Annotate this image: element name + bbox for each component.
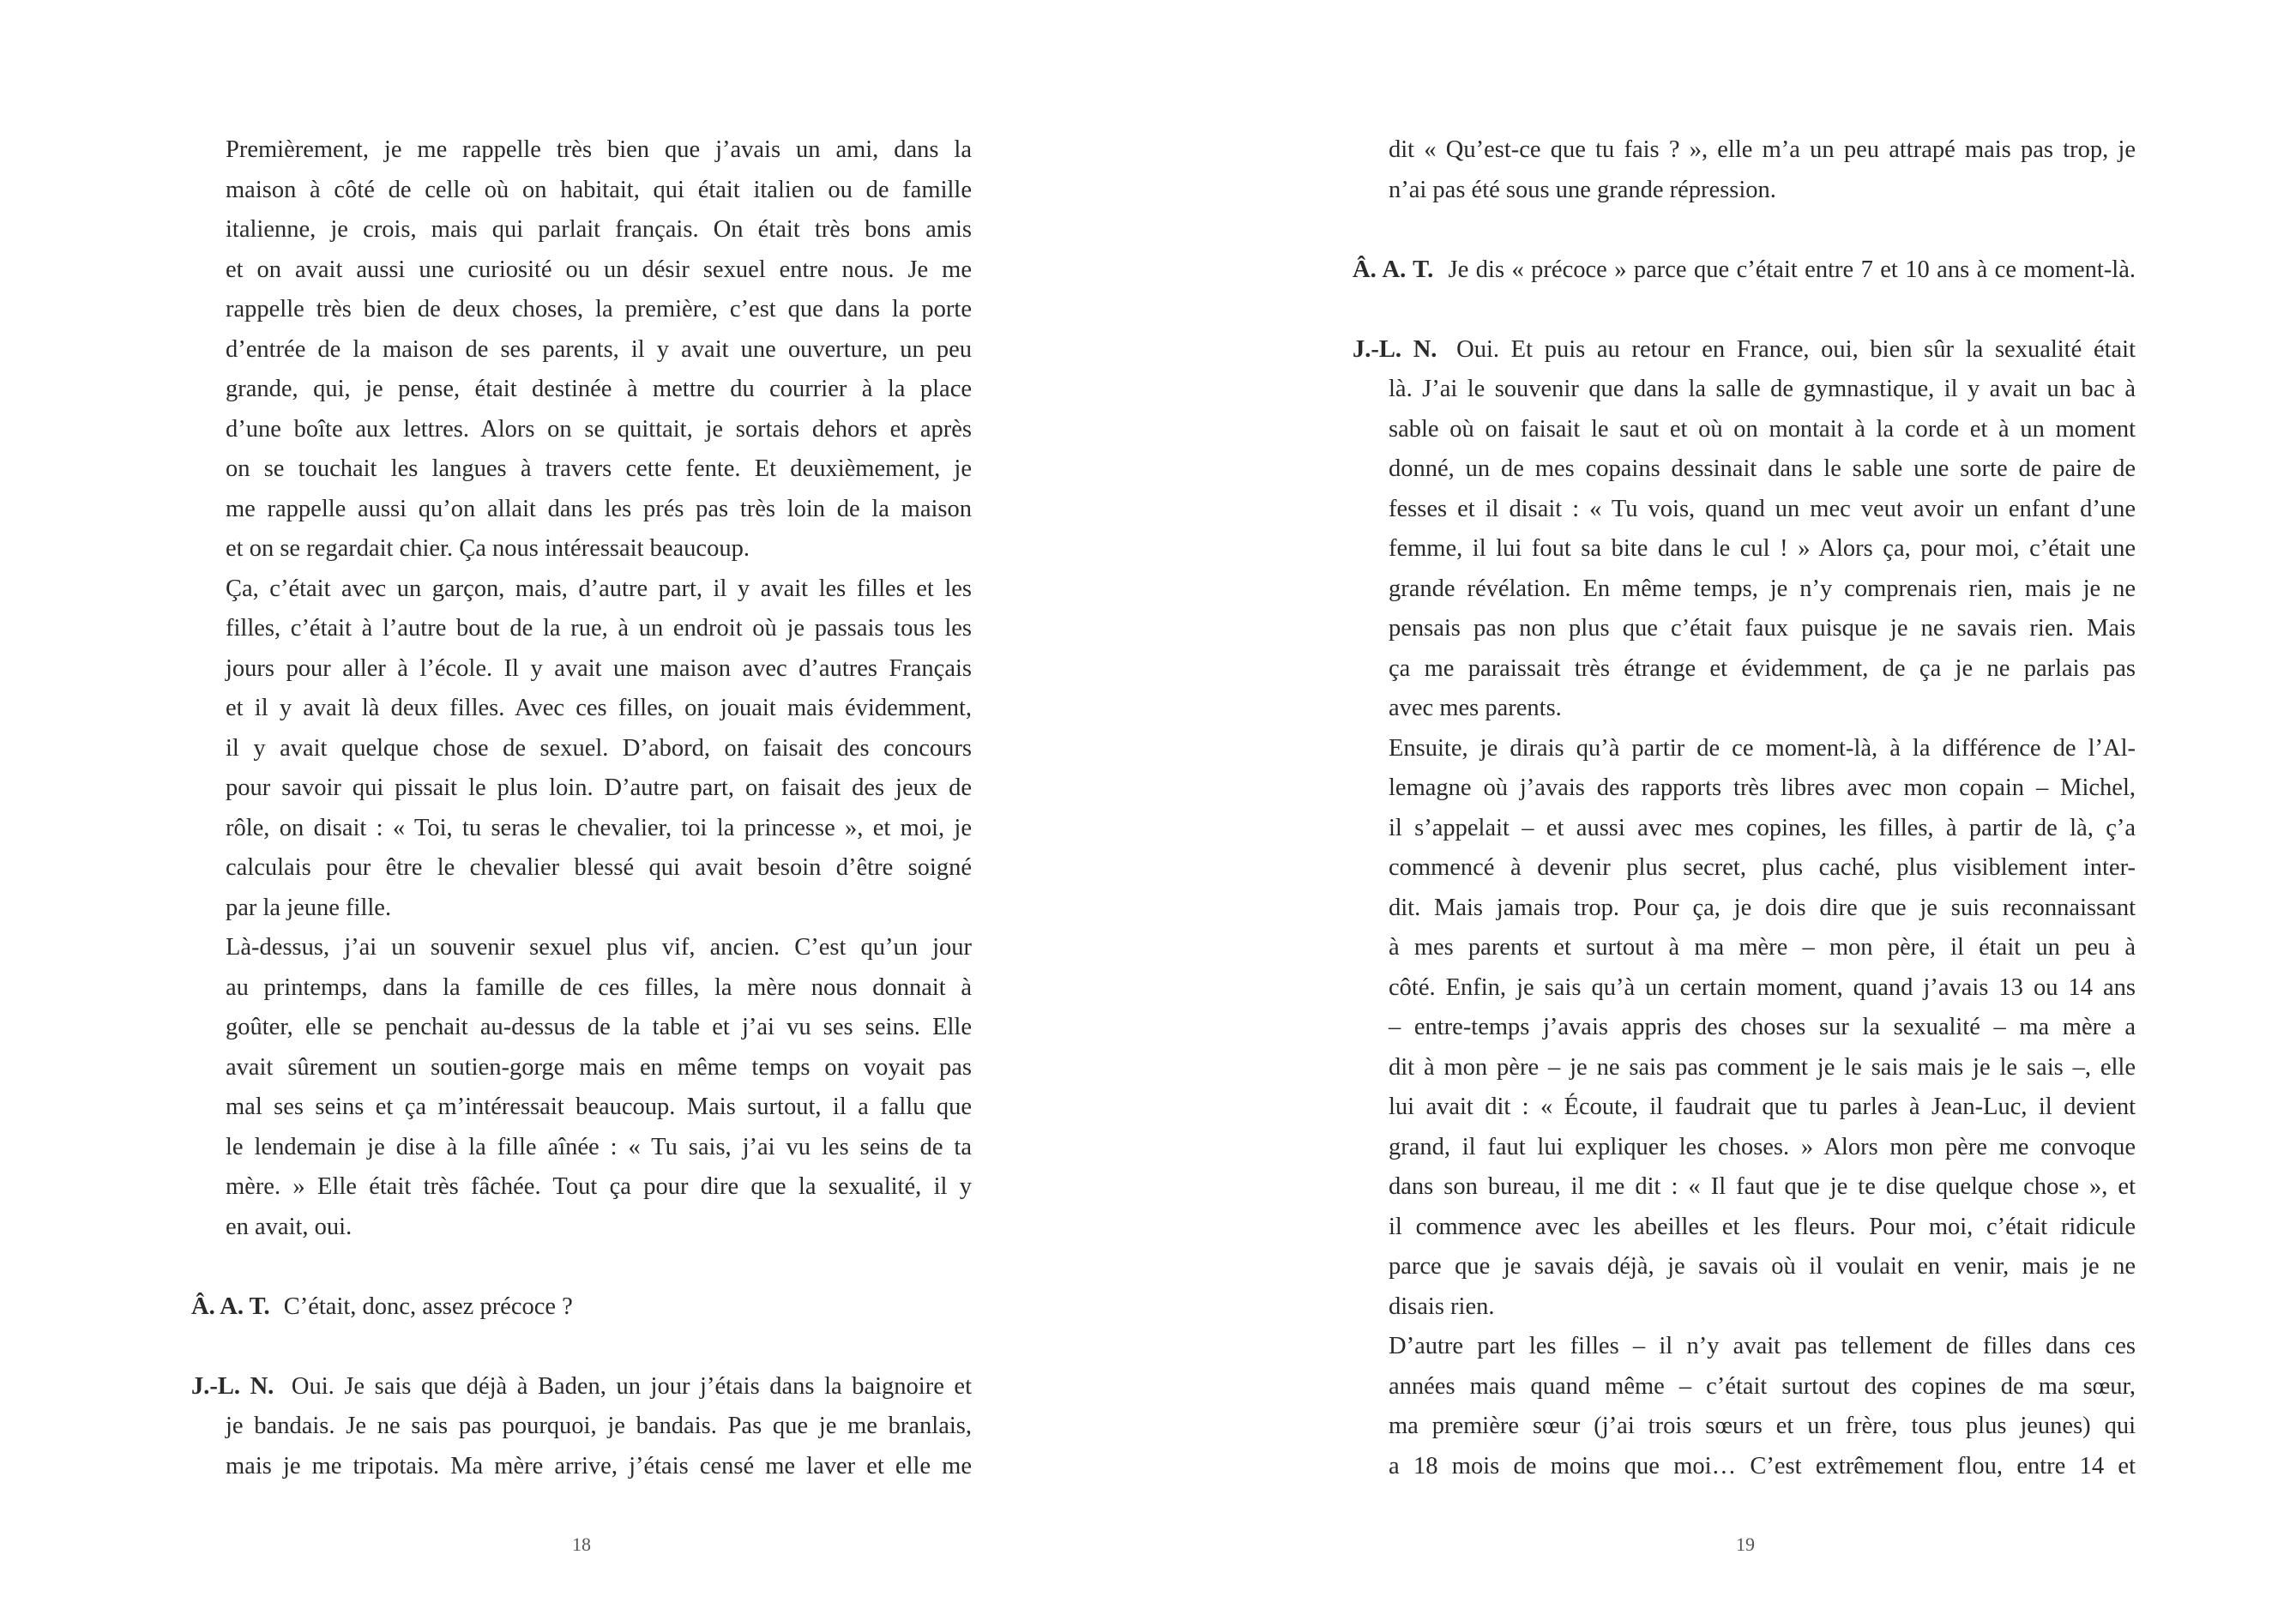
line-text: filles, c’était à l’autre bout de la rue, à un endroit où je passais tous les: [226, 615, 972, 642]
page-number-left: 18: [572, 1534, 591, 1555]
text-line: [1389, 1367, 2136, 1407]
text-line: [226, 250, 972, 290]
text-line: [1389, 1247, 2136, 1287]
line-text: et on avait aussi une curiosité ou un désir sexuel entre nous. Je me: [226, 256, 972, 283]
line-text: fesses et il disait : « Tu vois, quand un mec veut avoir un enfant d’une: [1389, 495, 2136, 522]
line-text: grande, qui, je pense, était destinée à mettre du courrier à la place: [226, 376, 972, 402]
text-line: [226, 210, 972, 250]
line-text: italienne, je crois, mais qui parlait français. On était très bons amis: [226, 216, 972, 243]
text-line: [1389, 490, 2136, 529]
line-text: Ça, c’était avec un garçon, mais, d’autre part, il y avait les filles et les: [226, 575, 972, 602]
line-text: calculais pour être le chevalier blessé qui avait besoin d’être soigné: [226, 854, 972, 881]
text-line: [1389, 729, 2136, 768]
line-text: pensais pas non plus que c’était faux puisque je ne savais rien. Mais: [1389, 615, 2136, 642]
text-line: [1389, 1208, 2136, 1247]
line-text: dans son bureau, il me dit : « Il faut que je te dise quelque chose », et: [1389, 1173, 2136, 1200]
line-text: je bandais. Je ne sais pas pourquoi, je bandais. Pas que je me branlais,: [226, 1413, 972, 1439]
line-text: Oui. Je sais que déjà à Baden, un jour j’étais dans la baignoire et: [291, 1372, 972, 1400]
text-line: [226, 768, 972, 808]
line-text: le lendemain je dise à la fille aînée : « Tu sais, j’ai vu les seins de ta: [226, 1133, 972, 1160]
line-text: maison à côté de celle où on habitait, qui était italien ou de famille: [226, 176, 972, 203]
text-line: [226, 1128, 972, 1167]
line-text: Oui. Et puis au retour en France, oui, bien sûr la sexualité était: [1456, 335, 2136, 363]
line-text: il commence avec les abeilles et les fleurs. Pour moi, c’était ridicule: [1389, 1213, 2136, 1240]
line-text: femme, il lui fout sa bite dans le cul ! » Alors ça, pour moi, c’était une: [1389, 535, 2136, 562]
text-line: [226, 529, 972, 569]
text-line: [226, 1447, 972, 1486]
text-line: [226, 609, 972, 648]
line-text: mal ses seins et ça m’intéressait beaucoup. Mais surtout, il a fallu que: [226, 1094, 972, 1120]
text-line: [1389, 130, 2136, 170]
text-line: [1389, 410, 2136, 449]
line-text: Je dis « précoce » parce que c’était entre 7 et 10 ans à ce moment-là.: [1448, 256, 2136, 283]
line-text: rôle, on disait : « Toi, tu seras le chevalier, toi la princesse », et moi, je: [226, 814, 972, 841]
text-line: [1389, 1048, 2136, 1088]
line-text: a 18 mois de moins que moi… C’est extrêmement flou, entre 14 et: [1389, 1452, 2136, 1479]
line-text: grande révélation. En même temps, je n’y comprenais rien, mais je ne: [1389, 575, 2136, 602]
text-line: [226, 809, 972, 848]
line-text: dit à mon père – je ne sais pas comment je le sais mais je le sais –, elle: [1389, 1053, 2136, 1081]
line-text: côté. Enfin, je sais qu’à un certain moment, quand j’avais 13 ou 14 ans: [1389, 973, 2136, 1001]
line-text: dit. Mais jamais trop. Pour ça, je dois dire que je suis reconnaissant: [1389, 894, 2136, 921]
text-line: [226, 1008, 972, 1047]
text-line: [226, 689, 972, 728]
line-text: d’une boîte aux lettres. Alors on se quittait, je sortais dehors et après: [226, 415, 972, 443]
text-line: [226, 889, 972, 928]
text-line: [226, 649, 972, 689]
line-text: Là-dessus, j’ai un souvenir sexuel plus vif, ancien. C’est qu’un jour: [226, 934, 972, 961]
text-line: [1389, 370, 2136, 409]
text-line: [1389, 171, 2136, 210]
line-text: jours pour aller à l’école. Il y avait une maison avec d’autres Français: [226, 654, 972, 682]
text-line: [1389, 609, 2136, 648]
line-text: goûter, elle se penchait au-dessus de la table et j’ai vu ses seins. Elle: [226, 1014, 972, 1040]
line-text: rappelle très bien de deux choses, la première, c’est que dans la porte: [226, 296, 972, 322]
speaker-label: J.-L. N.: [1353, 335, 1437, 363]
text-line: [1389, 1088, 2136, 1127]
dialogue-line: [1353, 250, 2136, 290]
line-text: Ensuite, je dirais qu’à partir de ce moment-là, à la différence de l’Al-: [1389, 734, 2136, 762]
line-text: au printemps, dans la famille de ces filles, la mère nous donnait à: [226, 973, 972, 1001]
text-line: [226, 171, 972, 210]
line-text: et il y avait là deux filles. Avec ces filles, on jouait mais évidemment,: [226, 695, 972, 721]
line-text: il y avait quelque chose de sexuel. D’abord, on faisait des concours: [226, 734, 972, 762]
line-text: ça me paraissait très étrange et évidemment, de ça je ne parlais pas: [1389, 654, 2136, 682]
text-line: [226, 1167, 972, 1207]
speaker-label: J.-L. N.: [191, 1372, 274, 1400]
text-line: [226, 330, 972, 370]
text-line: [1389, 449, 2136, 489]
line-text: lemagne où j’avais des rapports très libres avec mon copain – Michel,: [1389, 774, 2136, 801]
line-text: avait sûrement un soutien-gorge mais en même temps on voyait pas: [226, 1053, 972, 1081]
line-text: et on se regardait chier. Ça nous intéressait beaucoup.: [226, 535, 750, 562]
text-line: [1389, 1447, 2136, 1486]
line-text: ma première sœur (j’ai trois sœurs et un frère, tous plus jeunes) qui: [1389, 1413, 2136, 1439]
text-line: [1389, 928, 2136, 967]
text-line: [1389, 689, 2136, 728]
line-text: disais rien.: [1389, 1293, 1495, 1320]
line-text: C’était, donc, assez précoce ?: [283, 1293, 573, 1320]
line-text: là. J’ai le souvenir que dans la salle de gymnastique, il y avait un bac à: [1389, 376, 2136, 402]
speaker-label: Â. A. T.: [191, 1293, 270, 1320]
line-text: grand, il faut lui expliquer les choses. » Alors mon père me convoque: [1389, 1133, 2136, 1160]
page-number-right: 19: [1736, 1534, 1755, 1555]
line-text: commencé à devenir plus secret, plus caché, plus visiblement inter-: [1389, 854, 2136, 881]
line-text: sable où on faisait le saut et où on montait à la corde et à un moment: [1389, 415, 2136, 443]
text-line: [1389, 569, 2136, 609]
text-line: [1389, 768, 2136, 808]
line-text: lui avait dit : « Écoute, il faudrait que tu parles à Jean-Luc, il devient: [1389, 1094, 2136, 1120]
line-text: n’ai pas été sous une grande répression.: [1389, 176, 1776, 203]
text-line: [1389, 968, 2136, 1008]
line-text: par la jeune fille.: [226, 894, 392, 921]
text-line: [226, 490, 972, 529]
text-line: [226, 1088, 972, 1127]
text-line: [226, 569, 972, 609]
line-text: il s’appelait – et aussi avec mes copines, les filles, à partir de là, ç’a: [1389, 814, 2136, 841]
line-text: en avait, oui.: [226, 1213, 353, 1240]
line-text: mais je me tripotais. Ma mère arrive, j’étais censé me laver et elle me: [226, 1452, 972, 1479]
text-line: [1389, 1128, 2136, 1167]
line-text: – entre-temps j’avais appris des choses sur la sexualité – ma mère a: [1389, 1014, 2136, 1040]
line-text: pour savoir qui pissait le plus loin. D’autre part, on faisait des jeux de: [226, 774, 972, 801]
text-line: [1389, 889, 2136, 928]
line-text: me rappelle aussi qu’on allait dans les prés pas très loin de la maison: [226, 495, 972, 522]
dialogue-line: [191, 1367, 972, 1407]
line-text: mère. » Elle était très fâchée. Tout ça pour dire que la sexualité, il y: [226, 1173, 972, 1200]
speaker-label: Â. A. T.: [1353, 256, 1434, 283]
text-line: [1389, 1167, 2136, 1207]
text-line: [1389, 1008, 2136, 1047]
text-line: [226, 290, 972, 329]
line-text: années mais quand même – c’était surtout des copines de ma sœur,: [1389, 1372, 2136, 1400]
text-line: [226, 928, 972, 967]
text-line: [226, 1407, 972, 1446]
dialogue-line: [191, 1287, 972, 1327]
text-line: [226, 449, 972, 489]
text-line: [1389, 1287, 2136, 1327]
line-text: dit « Qu’est-ce que tu fais ? », elle m’a un peu attrapé mais pas trop, je: [1389, 136, 2136, 163]
text-line: [226, 729, 972, 768]
right-page: [1148, 0, 2295, 1621]
text-line: [226, 1048, 972, 1088]
text-line: [226, 848, 972, 888]
dialogue-line: [1353, 330, 2136, 370]
text-line: [1389, 649, 2136, 689]
line-text: Premièrement, je me rappelle très bien que j’avais un ami, dans la: [226, 136, 972, 163]
text-line: [226, 370, 972, 409]
text-line: [226, 410, 972, 449]
line-text: avec mes parents.: [1389, 695, 1562, 721]
text-line: [1389, 1327, 2136, 1366]
text-line: [1389, 1407, 2136, 1446]
line-text: donné, un de mes copains dessinait dans le sable une sorte de paire de: [1389, 455, 2136, 482]
line-text: on se touchait les langues à travers cette fente. Et deuxièmement, je: [226, 455, 972, 482]
text-line: [226, 130, 972, 170]
text-line: [1389, 809, 2136, 848]
text-line: [1389, 529, 2136, 569]
line-text: D’autre part les filles – il n’y avait pas tellement de filles dans ces: [1389, 1333, 2136, 1359]
line-text: à mes parents et surtout à ma mère – mon père, il était un peu à: [1389, 934, 2136, 961]
text-line: [226, 1208, 972, 1247]
text-line: [226, 968, 972, 1008]
line-text: parce que je savais déjà, je savais où il voulait en venir, mais je ne: [1389, 1253, 2136, 1280]
text-line: [1389, 848, 2136, 888]
line-text: d’entrée de la maison de ses parents, il y avait une ouverture, un peu: [226, 335, 972, 363]
